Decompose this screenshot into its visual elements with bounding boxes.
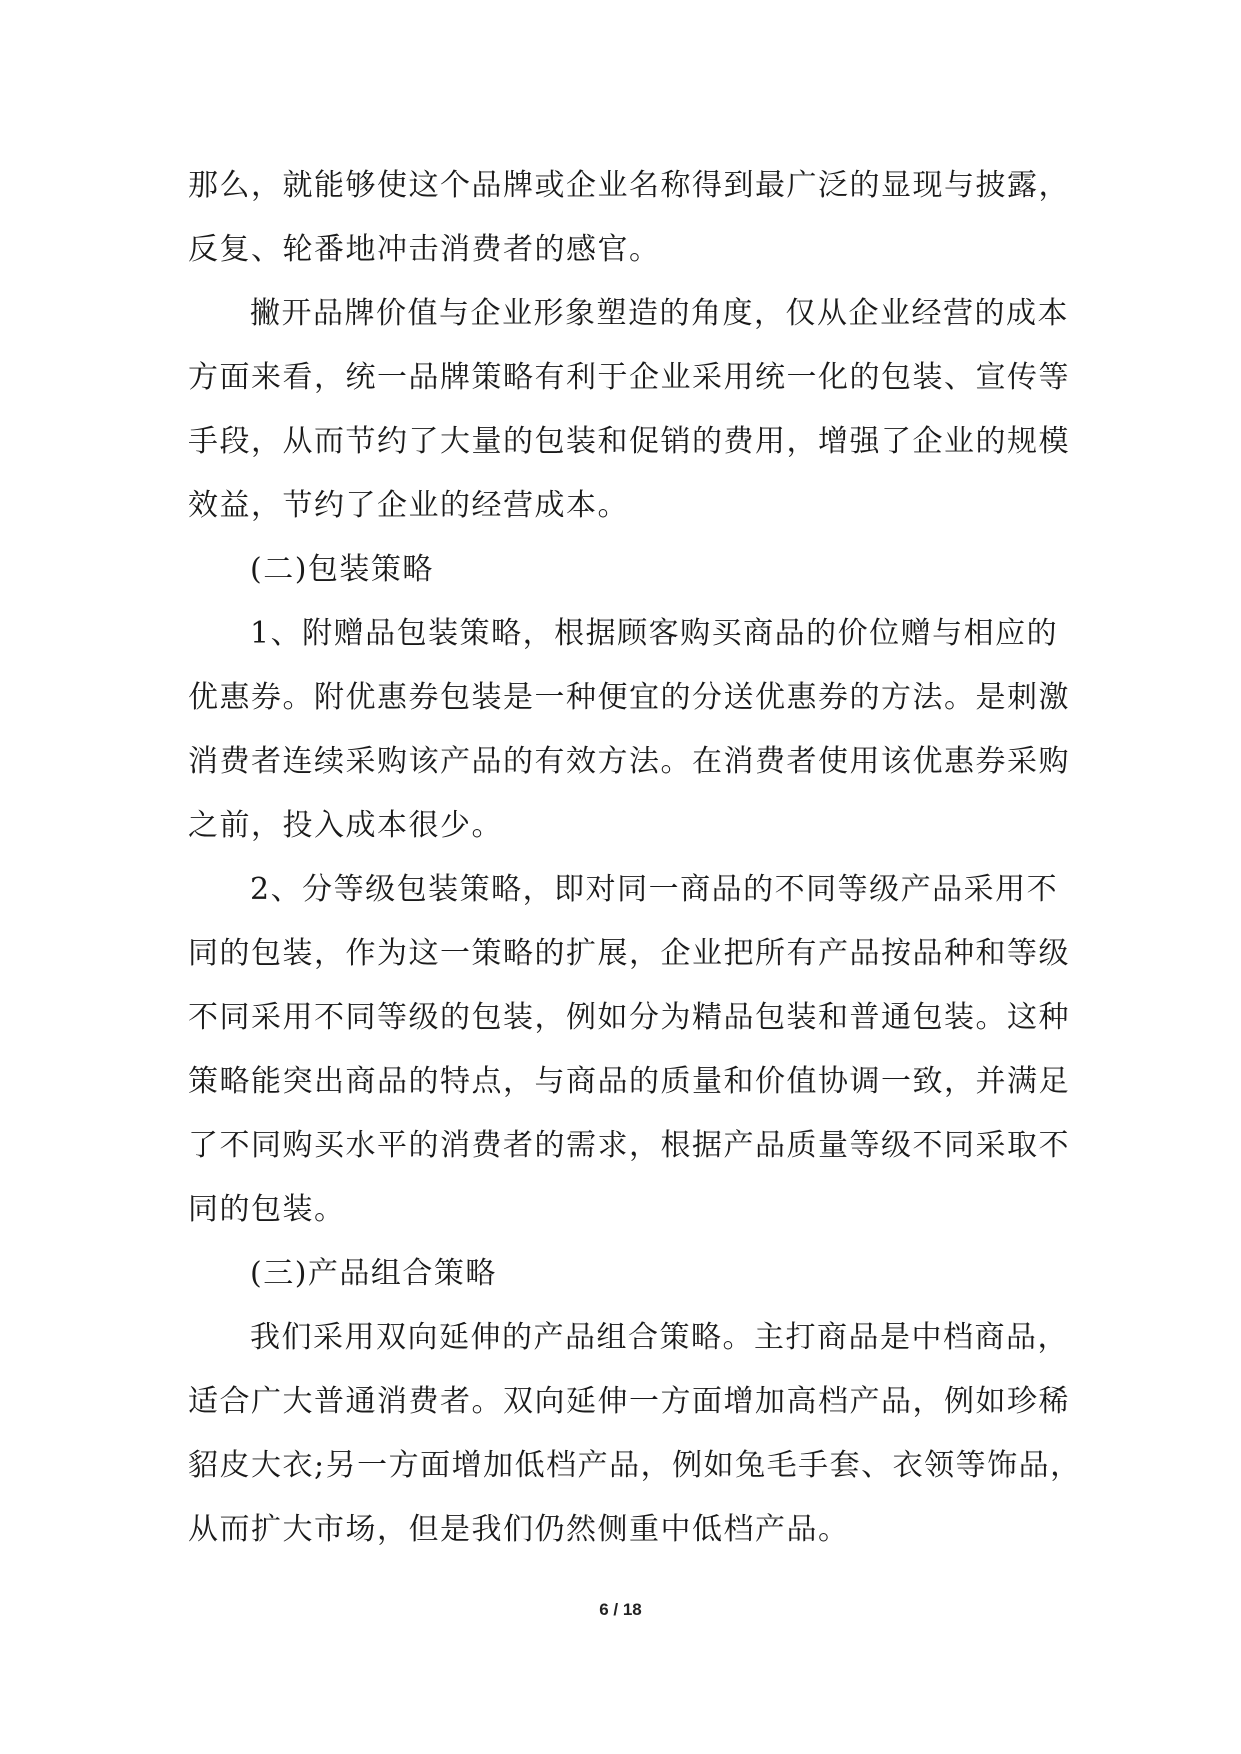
text-line: 那么，就能够使这个品牌或企业名称得到最广泛的显现与披露，: [188, 168, 1070, 203]
section-heading: (三)产品组合策略: [250, 1256, 497, 1291]
paragraph-start-line: 撇开品牌价值与企业形象塑造的角度，仅从企业经营的成本: [250, 296, 1069, 331]
text-line: 优惠券。附优惠券包装是一种便宜的分送优惠券的方法。是刺激: [188, 680, 1070, 715]
text-line: 方面来看，统一品牌策略有利于企业采用统一化的包装、宣传等: [188, 360, 1070, 395]
paragraph-start-line: 2、分等级包装策略，即对同一商品的不同等级产品采用不: [250, 872, 1059, 907]
body-text: [188, 154, 1082, 1562]
text-line: 反复、轮番地冲击消费者的感官。: [188, 232, 661, 267]
text-line: 了不同购买水平的消费者的需求，根据产品质量等级不同采取不: [188, 1128, 1070, 1163]
text-line: 适合广大普通消费者。双向延伸一方面增加高档产品，例如珍稀: [188, 1384, 1070, 1419]
text-line: 同的包装。: [188, 1192, 346, 1227]
text-line: 从而扩大市场，但是我们仍然侧重中低档产品。: [188, 1512, 850, 1547]
paragraph-start-line: 我们采用双向延伸的产品组合策略。主打商品是中档商品，: [250, 1320, 1069, 1355]
paragraph-start-line: 1、附赠品包装策略，根据顾客购买商品的价位赠与相应的: [250, 616, 1059, 651]
section-heading: (二)包装策略: [250, 552, 434, 587]
page-number: 6 / 18: [599, 1600, 642, 1619]
text-line: 之前，投入成本很少。: [188, 808, 503, 843]
text-line: 貂皮大衣;另一方面增加低档产品，例如兔毛手套、衣领等饰品，: [188, 1448, 1082, 1483]
text-line: 同的包装，作为这一策略的扩展，企业把所有产品按品种和等级: [188, 936, 1070, 971]
text-line: 策略能突出商品的特点，与商品的质量和价值协调一致，并满足: [188, 1064, 1070, 1099]
text-line: 消费者连续采购该产品的有效方法。在消费者使用该优惠券采购: [188, 744, 1070, 779]
text-line: 手段，从而节约了大量的包装和促销的费用，增强了企业的规模: [188, 424, 1070, 459]
text-line: 不同采用不同等级的包装，例如分为精品包装和普通包装。这种: [188, 1000, 1070, 1035]
text-line: 效益，节约了企业的经营成本。: [188, 488, 629, 523]
